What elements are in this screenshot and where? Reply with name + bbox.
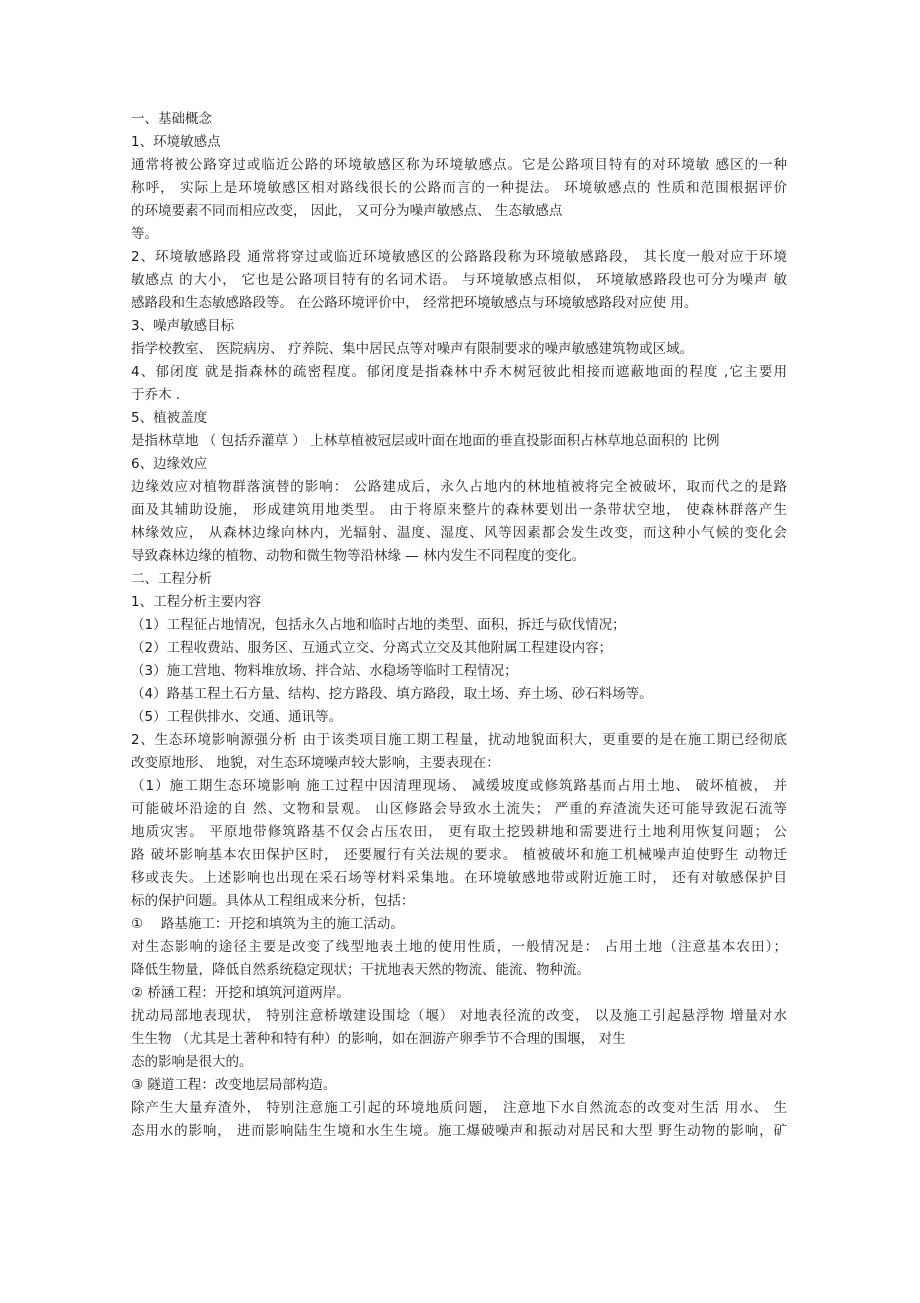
text-line: 6、边缘效应 bbox=[131, 456, 208, 472]
text-line: 可能破坏沿途的自 然、文物和景观。 山区修路会导致水土流失； 严重的弃渣流失还可能导致泥石流等 bbox=[131, 801, 787, 817]
text-line: 改变原地形、 地貌，对生态环境噪声较大影响，主要表现在： bbox=[131, 755, 500, 771]
text-line: 2、环境敏感路段 通常将穿过或临近环境敏感区的公路路段称为环境敏感路段， 其长度一般对应于环境 bbox=[131, 249, 787, 265]
text-line: 通常将被公路穿过或临近公路的环境敏感区称为环境敏感点。它是公路项目特有的对环境敏 感区的一种 bbox=[131, 157, 787, 173]
text-line: ③ 隧道工程：改变地层局部构造。 bbox=[131, 1077, 337, 1093]
text-line: 的环境要素不同而相应改变， 因此， 又可分为噪声敏感点、 生态敏感点 bbox=[131, 203, 563, 219]
text-line: 称呼， 实际上是环境敏感区相对路线很长的公路而言的一种提法。 环境敏感点的 性质和范围根据评价 bbox=[131, 180, 787, 196]
text-line: 一、基础概念 bbox=[131, 111, 212, 127]
text-line: 标的保护问题。具体从工程组成来分析，包括： bbox=[131, 893, 415, 909]
text-line: ① 路基施工：开挖和填筑为主的施工活动。 bbox=[131, 916, 404, 932]
text-line: （3）施工营地、物料堆放场、拌合站、水稳场等临时工程情况； bbox=[131, 663, 518, 679]
text-line: 面及其辅助设施， 形成建筑用地类型。 由于将原来整片的森林要划出一条带状空地， 使森林群落产生 bbox=[131, 502, 787, 518]
text-line: 3、噪声敏感目标 bbox=[131, 318, 235, 334]
text-line: 移或丧失。上述影响也出现在采石场等材料采集地。在环境敏感地带或附近施工时， 还有对敏感保护目 bbox=[131, 870, 787, 886]
text-line: 扰动局部地表现状， 特别注意桥墩建设围埝（堰） 对地表径流的改变， 以及施工引起悬浮物 增量对水 bbox=[131, 1008, 787, 1024]
text-line: （2）工程收费站、服务区、互通式立交、分离式立交及其他附属工程建设内容； bbox=[131, 640, 613, 656]
text-line: 态用水的影响， 进而影响陆生生境和水生生境。施工爆破噪声和振动对居民和大型 野生动物的影响，矿 bbox=[131, 1123, 787, 1139]
text-line: 2、生态环境影响源强分析 由于该类项目施工期工程量，扰动地貌面积大，更重要的是在施工期已经彻底 bbox=[131, 732, 787, 748]
text-line: 生生物 （尤其是土著种和特有种）的影响，如在洄游产卵季节不合理的围堰， 对生 bbox=[131, 1031, 626, 1047]
text-line: （5）工程供排水、交通、通讯等。 bbox=[131, 709, 343, 725]
text-line: 感路段和生态敏感路段等。 在公路环境评价中， 经常把环境敏感点与环境敏感路段对应使 用。 bbox=[131, 295, 698, 311]
text-line: ② 桥涵工程：开挖和填筑河道两岸。 bbox=[131, 985, 350, 1001]
text-line: 4、郁闭度 就是指森林的疏密程度。郁闭度是指森林中乔木树冠彼此相接而遮蔽地面的程度 ,它主要用 bbox=[131, 364, 787, 380]
text-line: 态的影响是很大的。 bbox=[131, 1054, 253, 1070]
text-line: 对生态影响的途径主要是改变了线型地表土地的使用性质，一般情况是： 占用土地（注意基本农田）； bbox=[131, 939, 787, 955]
text-line: 1、工程分析主要内容 bbox=[131, 594, 262, 610]
text-line: 降低生物量，降低自然系统稳定现状；干扰地表天然的物流、能流、物种流。 bbox=[131, 962, 590, 978]
text-line: 林缘效应， 从森林边缘向林内，光辐射、温度、湿度、风等因素都会发生改变，而这种小气候的变化会 bbox=[131, 525, 787, 541]
text-line: 于乔木 . bbox=[131, 387, 181, 403]
text-line: 路 破坏影响基本农田保护区时， 还要履行有关法规的要求。 植被破坏和施工机械噪声迫使野生 动物迁 bbox=[131, 847, 787, 863]
text-line: 导致森林边缘的植物、动物和微生物等沿林缘 — 林内发生不同程度的变化。 bbox=[131, 548, 586, 564]
text-line: 二、工程分析 bbox=[131, 571, 212, 587]
text-line: 边缘效应对植物群落演替的影响： 公路建成后，永久占地内的林地植被将完全被破坏，取而代之的是路 bbox=[131, 479, 787, 495]
document-body bbox=[131, 108, 787, 1143]
text-line: 等。 bbox=[131, 226, 158, 242]
text-line: （1）施工期生态环境影响 施工过程中因清理现场、 减缓坡度或修筑路基而占用土地、 破坏植被， 并 bbox=[131, 778, 787, 794]
text-line: 1、环境敏感点 bbox=[131, 134, 221, 150]
text-line: 敏感点 的大小， 它也是公路项目特有的名词术语。 与环境敏感点相似， 环境敏感路段也可分为噪声 敏 bbox=[131, 272, 787, 288]
text-line: （1）工程征占地情况，包括永久占地和临时占地的类型、面积，拆迁与砍伐情况； bbox=[131, 617, 626, 633]
text-line: 指学校教室、 医院病房、 疗养院、集中居民点等对噪声有限制要求的噪声敏感建筑物或区域。 bbox=[131, 341, 694, 357]
text-line: 5、植被盖度 bbox=[131, 410, 208, 426]
text-line: 是指林草地 （ 包括乔灌草 ） 上林草植被冠层或叶面在地面的垂直投影面积占林草地总面积的 比例 bbox=[131, 433, 720, 449]
text-line: 除产生大量弃渣外， 特别注意施工引起的环境地质问题， 注意地下水自然流态的改变对生活 用水、 生 bbox=[131, 1100, 787, 1116]
text-line: 地质灾害。 平原地带修筑路基不仅会占压农田， 更有取土挖毁耕地和需要进行土地利用恢复问题； 公 bbox=[131, 824, 787, 840]
text-line: （4）路基工程土石方量、结构、挖方路段、填方路段，取土场、弃土场、砂石料场等。 bbox=[131, 686, 653, 702]
